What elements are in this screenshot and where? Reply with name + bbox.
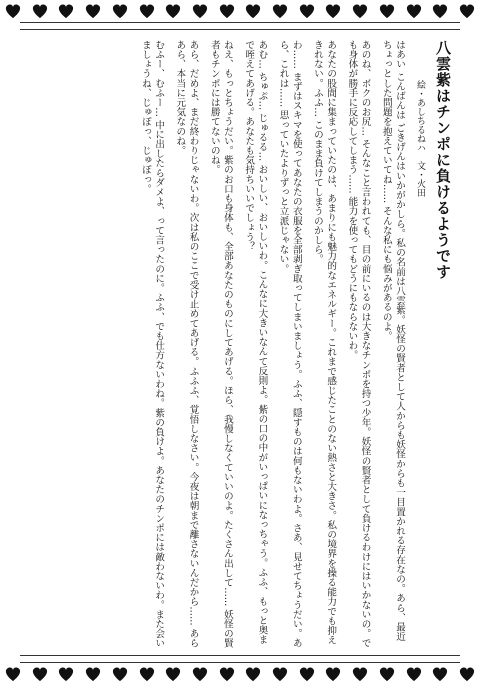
- heart-icon: [351, 666, 369, 682]
- heart-icon: [191, 666, 209, 682]
- bottom-divider-band: [20, 655, 460, 663]
- text-column-2: あのね、ボクのお尻… そんなこと言われても、目の前にいるのは大きなチンポを持つ少年。妖怪の賢者として負けるわけにはいかないの。でも身体が勝手に反応してしまう…… 能力を使ってもどうにもならないわ。: [346, 40, 371, 648]
- text-column-1: はあい こんばんは ごきげんはいかがかしら。私の名前は八雲紫。妖怪の賢者として人からも妖怪からも一目置かれる存在なの。あら、最近ちょっとした問題を抱えていてね…… そんな私にも悩みがあるのよ。: [380, 40, 405, 642]
- heart-icon: [244, 666, 262, 682]
- heart-icon: [218, 666, 236, 682]
- heart-icon: [271, 666, 289, 682]
- heart-icon: [31, 3, 49, 19]
- heart-icon: [111, 666, 129, 682]
- text-column-6: ねえ、もっとちょうだい。紫のお口も身体も、全部あなたのものにしてあげる。ほら、我慢しなくていいのよ。たくさん出して…… 妖怪の賢者もチンポには勝てないのね。: [208, 40, 233, 648]
- heart-icon: [191, 3, 209, 19]
- heart-icon: [405, 3, 423, 19]
- heart-icon: [57, 666, 75, 682]
- heart-icon: [324, 3, 342, 19]
- title-block: [414, 40, 454, 649]
- heart-icon: [84, 666, 102, 682]
- heart-icon: [218, 3, 236, 19]
- heart-icon: [298, 666, 316, 682]
- heart-icon: [138, 3, 156, 19]
- heart-icon: [138, 666, 156, 682]
- heart-icon: [351, 3, 369, 19]
- text-column-7: あら、だめよ、まだ終わりじゃないわ。次は私のここで受け止めてあげる。ふふふ、覚悟しなさい。今夜は朝まで離さないんだから…… あらあら、本当に元気なのね。: [174, 40, 199, 648]
- heart-icon: [111, 3, 129, 19]
- text-column-8: むふー、むふー… 中に出したらダメよ、って言ったのに。ふふ、でも仕方ないわね。紫の負けよ。あなたのチンポには敵わないわ。また会いましょうね、じゅぽっ、じゅぽっ。: [139, 40, 165, 648]
- text-column-3: あなたの股間に集まっていたのは、あまりにも魅力的なエネルギー。これまで感じたことのない熱さと大きさ。私の境界を操る能力でも抑えきれない。ふふ… このまま負けてしまうのかしら。: [311, 40, 337, 645]
- page-body: [26, 40, 454, 649]
- heart-icon: [4, 3, 22, 19]
- heart-icon: [4, 666, 22, 682]
- story-byline: 絵・あしちるねハ 文・火田: [415, 80, 425, 197]
- heart-icon: [431, 3, 449, 19]
- heart-icon: [57, 3, 75, 19]
- heart-icon: [31, 666, 49, 682]
- heart-icon: [458, 3, 476, 19]
- heart-icon: [298, 3, 316, 19]
- heart-icon: [164, 3, 182, 19]
- heart-icon: [431, 666, 449, 682]
- heart-icon: [244, 3, 262, 19]
- heart-icon: [84, 3, 102, 19]
- story-title: 八雲紫はチンポに負けるようです: [434, 40, 452, 280]
- top-divider-band: [20, 22, 460, 30]
- heart-icon: [324, 666, 342, 682]
- top-heart-border: [0, 2, 480, 20]
- heart-icon: [405, 666, 423, 682]
- heart-icon: [378, 3, 396, 19]
- heart-icon: [271, 3, 289, 19]
- text-column-4: わ…… まずはスキマを使ってあなたの衣服を全部剥ぎ取ってしまいましょう。ふふ、隠すものは何もないわよ。さあ、見せてちょうだい。あら、これは…… 思っていたよりずっと立派じゃない。: [277, 40, 302, 648]
- heart-icon: [164, 666, 182, 682]
- heart-icon: [378, 666, 396, 682]
- heart-icon: [458, 666, 476, 682]
- bottom-heart-border: [0, 665, 480, 683]
- text-column-5: あむ… ちゅぷ… じゅるる… おいしい、おいしいわ。こんなに大きいなんて反則よ。紫の口の中がいっぱいになっちゃう。ふふ、もっと奥まで咥えてあげる。あなたも気持ちいいでしょう？: [243, 40, 268, 645]
